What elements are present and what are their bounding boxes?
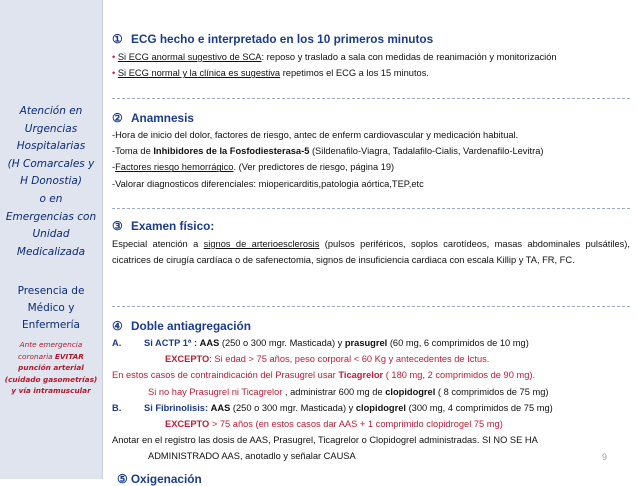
sidebar-line: (cuidado gasometrías) [4, 374, 98, 384]
text-line: -Hora de inicio del dolor, factores de riesgo, antec de enferm cardiovascular y medicación habitual. [112, 130, 519, 140]
exception-label: EXCEPTO [165, 354, 210, 365]
section-number: ③ [112, 219, 123, 233]
drug-name: prasugrel [344, 338, 388, 348]
item-label: Si ACTP 1ª : [144, 338, 198, 348]
section-title: Doble antiagregación [131, 319, 251, 333]
sidebar-staff-label [0, 283, 102, 334]
item-letter: B. [112, 402, 122, 413]
text-line [112, 351, 630, 367]
section-antiaggregation [112, 318, 630, 465]
text-span: (pulsos periféricos, soplos carotídeos, masas abdominales pulsátiles), cicatrices de cirugía cardíaca o de safenectomia, signos de insuficiencia cardiaca con escala Killip y TA, FR, FC. [112, 239, 630, 266]
text-line: ADMINISTRADO AAS, anotadlo y señalar CAUSA [148, 451, 356, 462]
drug-name: Ticagrelor [338, 370, 384, 381]
exception-label: EXCEPTO [165, 419, 210, 430]
drug-name: clopidogrel [385, 386, 436, 397]
sidebar-line: Hospitalarias [16, 140, 86, 153]
text-span: -Toma de [112, 146, 154, 157]
text-span: ( 180 mg, 2 comprimidos de 90 mg). [383, 370, 536, 381]
bullet-item [112, 49, 630, 65]
text-line [112, 416, 630, 432]
section-number: ① [112, 32, 123, 46]
exception-text: : Si edad > 75 años, peso corporal < 60 Kg y antecedentes de Ictus. [209, 354, 490, 365]
text-line: -Valorar diagnosticos diferenciales: miopericarditis,patologia aórtica,TEP,etc [112, 178, 424, 189]
text-emphasis: Inhibidores de la Fosfodiesterasa-5 [153, 146, 310, 157]
section-divider [112, 98, 630, 99]
text-line [112, 159, 630, 175]
text-span: (250 o 300 mgr. Masticada) y [219, 338, 345, 348]
exception-text: > 75 años (en estos casos dar AAS + 1 comprimido clopidrogel 75 mg) [209, 419, 503, 430]
text-span: Si no hay Prasugrel ni Ticagrelor [148, 386, 283, 397]
section-divider [112, 208, 630, 209]
sidebar-line [0, 351, 102, 363]
sidebar-line: (H Comarcales y [7, 157, 95, 170]
text-line: Anotar en el registro las dosis de AAS, Prasugrel, Ticagrelor o Clopidogrel administradas. SI NO SE HA [112, 435, 538, 446]
next-section-heading-partial: ⑤ Oxigenación [117, 472, 202, 486]
sidebar-line: Médico y [27, 302, 75, 314]
sidebar-line: Presencia de [17, 285, 85, 297]
text-span: ( 8 comprimidos de 75 mg) [435, 386, 549, 397]
sidebar-line: y vía intramuscular [11, 386, 91, 395]
text-span: En estos casos de contraindicación del Prasugrel usar [112, 370, 339, 381]
text-line [112, 367, 630, 383]
sidebar-line: Ante emergencia [19, 340, 83, 349]
sidebar-setting-label [0, 103, 102, 261]
text-line [112, 335, 630, 351]
text-span: (250 o 300 mgr. Masticada) y [230, 402, 356, 413]
text-link: Factores riesgo hemorrágico [115, 162, 234, 173]
drug-name: AAS [210, 402, 231, 413]
sidebar-line: Atención en [19, 105, 83, 117]
bullet-text: repetimos el ECG a los 15 minutos. [280, 68, 429, 79]
sidebar-line: Emergencias con [5, 210, 97, 223]
text-span: (Sildenafilo-Viagra, Tadalafilo-Cialis, Vardenafilo-Levitra) [309, 146, 544, 157]
text-span: . (Ver predictores de riesgo, página 19) [233, 162, 395, 173]
drug-name: clopidogrel [355, 402, 406, 413]
sidebar-line: punción arterial [18, 363, 84, 372]
bullet-text: : reposo y traslado a sala con medidas de reanimación y monitorización [261, 52, 557, 62]
text-span: - [112, 162, 116, 173]
section-heading [112, 318, 630, 334]
bullet-item [112, 65, 630, 81]
section-title: Examen físico: [131, 219, 215, 233]
sidebar-line: Unidad [32, 228, 70, 241]
sidebar-line: Urgencias [24, 122, 78, 135]
section-anamnesis [112, 110, 630, 192]
drug-name: AAS [199, 338, 220, 348]
text-line [112, 384, 630, 400]
section-exam [112, 218, 630, 268]
section-number: ④ [112, 319, 123, 333]
sidebar-emphasis: EVITAR [54, 351, 84, 361]
section-divider [112, 306, 630, 307]
text-span: , administrar 600 mg de [282, 386, 386, 397]
text-link: signos de arterioesclerosis [203, 239, 320, 249]
text-line [112, 143, 630, 159]
bullet-icon: • [112, 52, 116, 62]
text-line [112, 400, 630, 416]
section-number: ② [112, 111, 123, 125]
bullet-link: Si ECG anormal sugestivo de SCA [117, 52, 262, 62]
sidebar-warning-note [0, 339, 102, 397]
section-title: Anamnesis [131, 111, 194, 125]
text-span: (60 mg, 6 comprimidos de 10 mg) [387, 338, 529, 348]
sidebar-text: coronaria [18, 351, 55, 361]
text-span: (300 mg, 4 comprimidos de 75 mg) [405, 402, 553, 413]
text-span: Especial atención a [112, 239, 204, 249]
item-letter: A. [112, 338, 122, 348]
sidebar-line: Enfermería [22, 319, 80, 331]
sidebar-line: H Donostia) [20, 175, 82, 188]
sidebar-line: Medicalizada [16, 245, 86, 258]
section-ecg [112, 31, 630, 81]
section-heading [112, 110, 630, 126]
text-paragraph [112, 236, 630, 268]
section-heading [112, 31, 630, 47]
page-number: 9 [601, 452, 607, 462]
item-label: Si Fibrinolisis: [144, 402, 209, 413]
section-title: ECG hecho e interpretado en los 10 primeros minutos [131, 32, 434, 46]
sidebar-panel [0, 0, 103, 479]
section-heading [112, 218, 630, 234]
sidebar-line: o en [39, 192, 63, 205]
bullet-icon: • [112, 68, 116, 79]
bullet-link: Si ECG normal y la clínica es sugestiva [117, 68, 281, 79]
